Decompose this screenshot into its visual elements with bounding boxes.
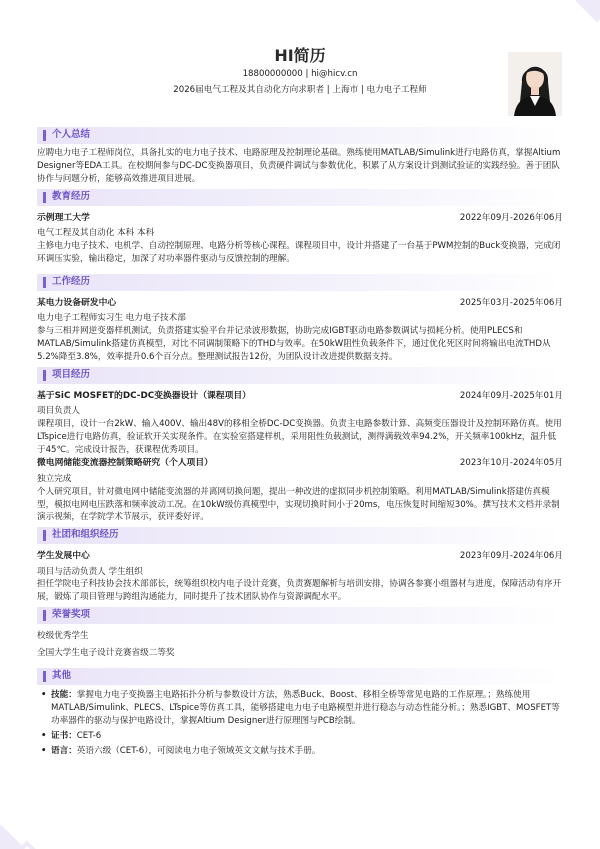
position: 电力电子工程师实习生 电力电子技术部 [37, 313, 186, 324]
company-name: 某电力设备研发中心 [37, 297, 117, 308]
work-item [37, 297, 563, 364]
date-range: 2023年10月-2024年05月 [459, 458, 563, 469]
summary-text: 应聘电力电子工程师岗位，具备扎实的电力电子技术、电路原理及控制理论基础。熟练使用MATLAB/Simulink进行电路仿真，掌握Altium Designer等EDA工具。在校期间参与DC-DC变换器项目，负责硬件调试与参数优化，积累了从方案设计到测试验证的实践经验。善于团队协作与问题分析，能够高效推进项目进展。 [37, 148, 561, 184]
date-range: 2022年09月-2026年06月 [459, 212, 563, 223]
section-title: 个人总结 [52, 129, 91, 140]
item-description: 参与三相并网逆变器样机测试，负责搭建实验平台并记录波形数据，协助完成IGBT驱动电路参数调试与损耗分析。使用PLECS和MATLAB/Simulink搭建仿真模型，对比不同调制策略下的THD与效率。在50kW阻性负载条件下，通过优化死区时间将输出电流THD从5.2%降至3.8%，效率提升0.6个百分点。整理测试报告12份，为团队设计改进提供数据支持。 [37, 325, 551, 362]
item-text: 掌握电力电子变换器主电路拓扑分析与参数设计方法，熟悉Buck、Boost、移相全桥等常见电路的工作原理。；熟练使用MATLAB/Simulink、PLECS、LTspice等仿真工具，能够搭建电力电子电路模型并进行稳态与动态性能分析。；熟悉IGBT、MOSFET等功率器件的驱动与保护电路设计，掌握Altium Designer进行原理图与PCB绘制。 [51, 690, 560, 726]
honor-item: 全国大学生电子设计竞赛省级二等奖 [37, 648, 175, 659]
item-description: 课程项目，设计一台2kW、输入400V、输出48V的移相全桥DC-DC变换器。负责主电路参数计算、高频变压器设计及控制环路仿真。使用LTspice进行电路仿真，验证软开关实现条件。在实验室搭建样机，采用阻性负载测试，测得满载效率94.2%，开关频率100kHz，温升低于45℃。完成设计报告，获课程优秀项目。 [37, 418, 562, 455]
list-item [41, 730, 563, 743]
corner-decoration [0, 825, 22, 849]
school-name: 示例理工大学 [37, 212, 90, 223]
section-title: 其他 [52, 670, 72, 682]
section-header-others [37, 668, 563, 685]
contact-info: 18800000000 | hi@hicv.cn [242, 69, 358, 79]
section-title: 荣誉奖项 [52, 609, 91, 621]
list-item [41, 689, 563, 728]
section-title: 项目经历 [52, 368, 91, 380]
date-range: 2025年03月-2025年06月 [459, 297, 563, 308]
section-title: 教育经历 [52, 190, 91, 202]
project-name: 基于SiC MOSFET的DC-DC变换器设计（课程项目） [37, 390, 251, 401]
section-header-honors [37, 607, 563, 624]
item-label: 语言： [51, 745, 77, 756]
resume-header [0, 0, 600, 114]
section-header-work [37, 274, 563, 291]
project-role: 独立完成 [37, 474, 72, 485]
item-label: 证书： [51, 730, 77, 741]
item-description: 担任学院电子科技协会技术部部长，统筹组织校内电子设计竞赛，负责赛题解析与培训安排，协调各参赛小组器材与进度，保障活动有序开展，锻炼了项目管理与跨组沟通能力，同时提升了技术团队协作与资源调配水平。 [37, 579, 562, 603]
section-header-campus [37, 527, 563, 544]
job-intent: 2026届电气工程及其自动化方向求职者 | 上海市 | 电力电子工程师 [173, 85, 427, 95]
others-list [41, 689, 563, 757]
item-description: 主修电力电子技术、电机学、自动控制原理、电路分析等核心课程。课程项目中，设计并搭建了一台基于PWM控制的Buck变换器，完成闭环调压实验，输出稳定，加深了对功率器件驱动与反馈控制的理解。 [37, 240, 561, 264]
education-item [37, 212, 563, 266]
profile-photo [508, 52, 562, 116]
major-degree: 电气工程及其自动化 本科 本科 [37, 228, 155, 239]
project-role: 项目负责人 [37, 406, 80, 417]
organization-role: 项目与活动负责人 学生组织 [37, 567, 143, 578]
resume-name: HI简历 [274, 46, 326, 65]
campus-item [37, 550, 563, 604]
item-description: 个人研究项目，针对微电网中储能变流器的并离网切换问题，提出一种改进的虚拟同步机控制策略。利用MATLAB/Simulink搭建仿真模型，模拟电网电压跌落和频率波动工况。在10kW级仿真模型中，实现切换时间小于20ms，电压恢复时间缩短30%。撰写技术文档并录制演示视频，在学院学术节展示，获评委好评。 [37, 486, 560, 523]
list-item [41, 745, 563, 758]
date-range: 2024年09月-2025年01月 [459, 390, 563, 401]
section-header-summary [37, 127, 563, 144]
project-name: 微电网储能变流器控制策略研究（个人项目） [37, 458, 213, 469]
section-title: 工作经历 [52, 275, 91, 287]
section-title: 社团和组织经历 [52, 529, 119, 541]
item-text: CET-6 [76, 730, 102, 741]
date-range: 2023年09月-2024年06月 [459, 551, 563, 562]
resume-content [37, 124, 563, 760]
item-text: 英语六级（CET-6），可阅读电力电子领域英文文献与技术手册。 [76, 745, 321, 756]
project-item [37, 457, 563, 524]
section-header-education [37, 189, 563, 206]
section-header-projects [37, 367, 563, 384]
project-item [37, 390, 563, 457]
item-label: 技能： [51, 690, 77, 701]
organization-name: 学生发展中心 [37, 551, 90, 562]
honor-item: 校级优秀学生 [37, 631, 89, 642]
